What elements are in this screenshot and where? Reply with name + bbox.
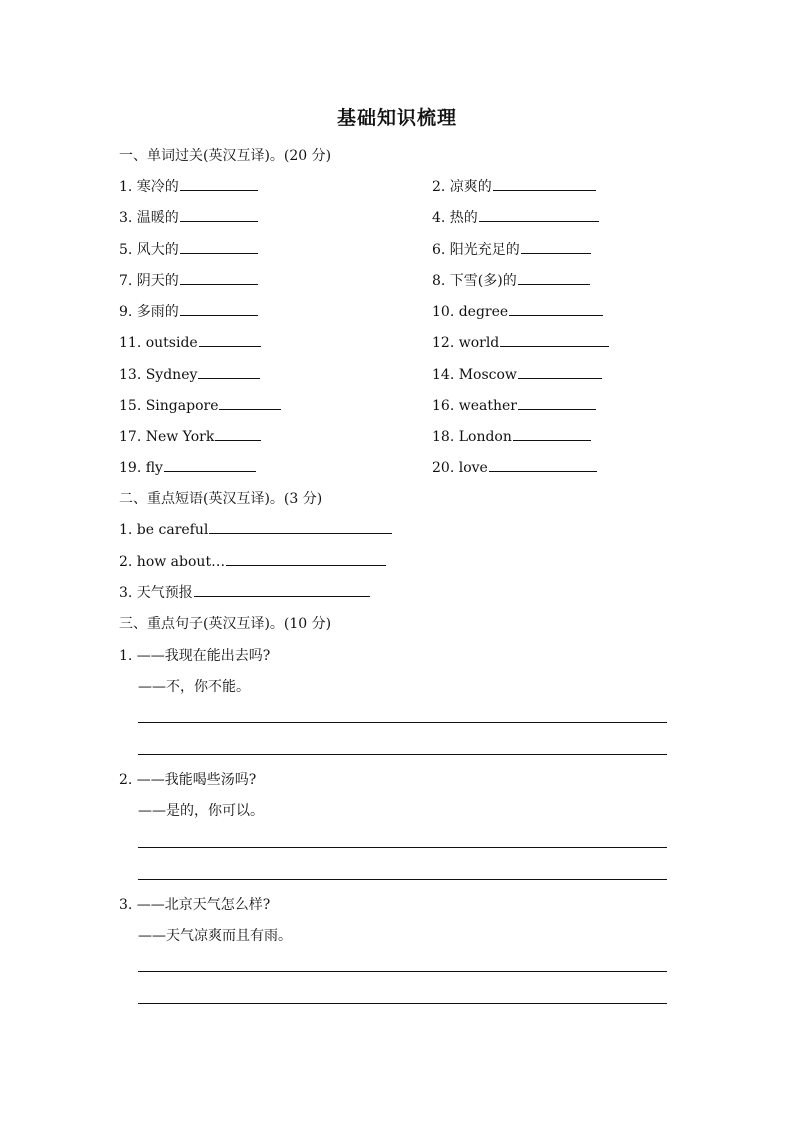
answer-line[interactable] — [138, 879, 667, 880]
answer-blank[interactable] — [180, 239, 258, 254]
answer-blank[interactable] — [180, 207, 258, 222]
word-label: 6. 阳光充足的 — [432, 242, 520, 258]
phrase-label: 2. how about… — [119, 554, 226, 570]
word-item-13 — [119, 364, 260, 383]
sentence-3-answer: ——天气凉爽而且有雨。 — [138, 928, 292, 944]
answer-line[interactable] — [138, 1003, 667, 1004]
answer-blank[interactable] — [513, 426, 591, 441]
word-label: 11. outside — [119, 335, 198, 351]
phrase-label: 3. 天气预报 — [119, 585, 193, 601]
answer-blank[interactable] — [479, 207, 599, 222]
word-item-17 — [119, 426, 261, 445]
word-label: 20. love — [432, 460, 488, 476]
word-label: 19. fly — [119, 460, 163, 476]
answer-blank[interactable] — [500, 332, 609, 347]
phrase-item-3 — [119, 582, 370, 602]
answer-blank[interactable] — [198, 364, 260, 379]
word-label: 5. 风大的 — [119, 242, 179, 258]
sentence-1-answer: ——不，你不能。 — [138, 679, 250, 695]
word-item-15 — [119, 395, 281, 414]
word-label: 16. weather — [432, 398, 517, 414]
phrase-item-1 — [119, 519, 392, 538]
word-item-6 — [432, 239, 591, 259]
word-item-8 — [432, 270, 590, 290]
answer-blank[interactable] — [489, 457, 597, 472]
word-label: 2. 凉爽的 — [432, 179, 492, 195]
word-label: 18. London — [432, 429, 512, 445]
word-label: 13. Sydney — [119, 367, 198, 383]
phrase-item-2 — [119, 551, 386, 570]
word-label: 10. degree — [432, 304, 509, 320]
word-label: 12. world — [432, 335, 500, 351]
word-item-1 — [119, 176, 258, 196]
answer-blank[interactable] — [199, 332, 261, 347]
answer-blank[interactable] — [180, 270, 258, 285]
word-item-16 — [432, 395, 596, 414]
word-label: 4. 热的 — [432, 210, 478, 226]
word-label: 15. Singapore — [119, 398, 219, 414]
word-label: 17. New York — [119, 429, 215, 445]
answer-line[interactable] — [138, 722, 667, 723]
word-label: 3. 温暖的 — [119, 210, 179, 226]
word-item-9 — [119, 301, 258, 321]
section-heading-phrases: 二、重点短语(英汉互译)。(3 分) — [119, 491, 323, 507]
answer-blank[interactable] — [518, 395, 596, 410]
answer-line[interactable] — [138, 847, 667, 848]
word-label: 14. Moscow — [432, 367, 517, 383]
word-item-2 — [432, 176, 596, 196]
word-label: 9. 多雨的 — [119, 304, 179, 320]
sentence-2-answer: ——是的，你可以。 — [138, 803, 264, 819]
sentence-3-question: 3. ——北京天气怎么样? — [119, 897, 271, 913]
word-item-7 — [119, 270, 258, 290]
answer-blank[interactable] — [226, 551, 386, 566]
word-label: 1. 寒冷的 — [119, 179, 179, 195]
answer-line[interactable] — [138, 754, 667, 755]
answer-blank[interactable] — [493, 176, 596, 191]
phrase-label: 1. be careful — [119, 522, 209, 538]
answer-blank[interactable] — [518, 270, 590, 285]
section-heading-words: 一、单词过关(英汉互译)。(20 分) — [119, 148, 332, 164]
answer-blank[interactable] — [209, 519, 392, 534]
word-item-3 — [119, 207, 258, 227]
word-label: 8. 下雪(多)的 — [432, 273, 517, 289]
section-heading-sentences: 三、重点句子(英汉互译)。(10 分) — [119, 616, 332, 632]
answer-blank[interactable] — [180, 176, 258, 191]
word-item-18 — [432, 426, 591, 445]
sentence-2-question: 2. ——我能喝些汤吗? — [119, 772, 257, 788]
answer-blank[interactable] — [521, 239, 591, 254]
answer-blank[interactable] — [194, 582, 370, 597]
answer-blank[interactable] — [180, 301, 258, 316]
page-title: 基础知识梳理 — [336, 107, 457, 129]
word-item-20 — [432, 457, 597, 476]
sentence-1-question: 1. ——我现在能出去吗? — [119, 648, 271, 664]
word-label: 7. 阴天的 — [119, 273, 179, 289]
word-item-5 — [119, 239, 258, 259]
answer-blank[interactable] — [215, 426, 261, 441]
word-item-14 — [432, 364, 602, 383]
answer-blank[interactable] — [219, 395, 281, 410]
answer-blank[interactable] — [164, 457, 256, 472]
word-item-4 — [432, 207, 599, 227]
word-item-12 — [432, 332, 609, 351]
word-item-10 — [432, 301, 603, 320]
answer-blank[interactable] — [518, 364, 602, 379]
answer-blank[interactable] — [509, 301, 603, 316]
word-item-11 — [119, 332, 261, 351]
word-item-19 — [119, 457, 256, 476]
answer-line[interactable] — [138, 971, 667, 972]
